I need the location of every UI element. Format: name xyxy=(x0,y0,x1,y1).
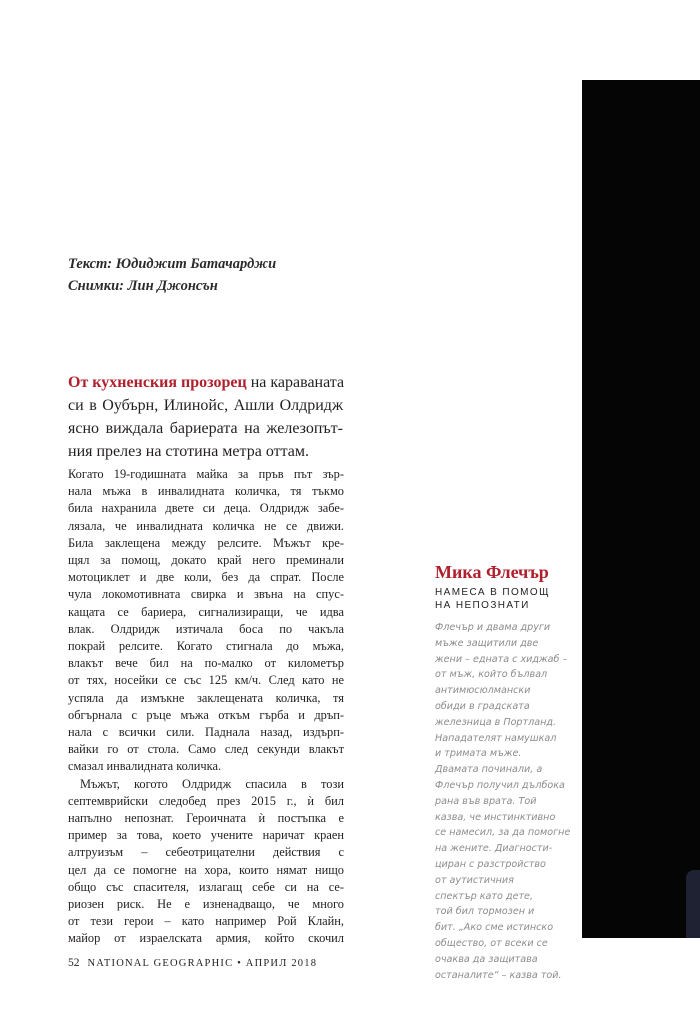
story-line: от аутистичния xyxy=(435,874,514,886)
body-line: вайки го от стола. Само след секунди влакът xyxy=(68,742,344,757)
story-line: на жените. Диагности- xyxy=(435,843,553,855)
story-line: Двамата починали, а xyxy=(435,764,543,776)
story-line: той бил тормозен и xyxy=(435,906,535,918)
lead-paragraph xyxy=(68,371,343,463)
body-line: септемврийски следобед през 2015 г., ѝ бил xyxy=(68,793,344,808)
body-line: била нахранила двете си деца. Олдридж забе- xyxy=(68,501,344,516)
body-line: Когато 19-годишната майка за пръв път зър- xyxy=(68,467,344,481)
body-line: нала с всички сили. Паднала назад, издърп- xyxy=(68,725,344,740)
tagline-line: НАМЕСА В ПОМОЩ xyxy=(435,587,550,598)
body-line: алтруизъм – себеотрицателни действия с xyxy=(68,845,344,860)
body-line: успяла да измъкне заклещената количка, тя xyxy=(68,690,344,705)
body-line: Била заклещена между релсите. Мъжът кре- xyxy=(68,535,344,550)
publication-line: NATIONAL GEOGRAPHIC • АПРИЛ 2018 xyxy=(87,958,318,969)
body-line: покрай релсите. Когато стигнала до мъжа, xyxy=(68,639,344,654)
story-line: рана във врата. Той xyxy=(435,795,537,807)
body-line: смазал инвалидната количка. xyxy=(68,759,222,774)
story-line: и тримата мъже. xyxy=(435,748,522,760)
story-line: се намесил, за да помогне xyxy=(435,827,571,839)
lead-line: ния прелез на стотина метра оттам. xyxy=(68,443,310,460)
body-line: влак. Олдридж изтичала боса по чакъла xyxy=(68,621,344,636)
story-line: от мъж, който бълвал xyxy=(435,669,548,681)
body-line: цел да се помогне на хора, които нямат нищо xyxy=(68,862,344,877)
body-line: чула локомотивната свирка и звъна на спус- xyxy=(68,587,344,602)
article-body xyxy=(68,466,344,948)
story-line: казва, че инстинктивно xyxy=(435,811,556,823)
body-line: Мъжът, когото Олдридж спасила в този xyxy=(80,776,344,791)
profile-tagline xyxy=(435,586,565,612)
page-footer xyxy=(68,957,317,969)
body-line: от тях, носейки се със 125 км/ч. След като не xyxy=(68,673,344,688)
story-line: Флечър и двама други xyxy=(435,622,551,633)
body-line: риозен риск. Не е изненадващо, че много xyxy=(68,897,344,912)
body-line: нала мъжа в инвалидната количка, тя тъкмо xyxy=(68,484,344,499)
story-line: очаква да защитава xyxy=(435,953,538,965)
page-number: 52 xyxy=(68,957,80,969)
photo-shoulder-shape xyxy=(686,870,700,938)
body-line: майор от израелската армия, който скочил xyxy=(68,931,344,946)
story-line: останалите“ – казва той. xyxy=(435,969,562,981)
story-line: спектър като дете, xyxy=(435,890,534,902)
tagline-line: НА НЕПОЗНАТИ xyxy=(435,600,530,611)
photo-credit: Снимки: Лин Джонсън xyxy=(68,278,218,294)
body-line: щял за помощ, докато край него преминали xyxy=(68,553,344,568)
lead-highlight: От кухненския прозорец xyxy=(68,374,247,391)
story-line: Нападателят намушкал xyxy=(435,732,557,744)
lead-line: на караваната xyxy=(246,374,345,391)
story-line: мъже защитили две xyxy=(435,637,539,649)
story-line: обиди в градската xyxy=(435,700,530,712)
body-line: от тези герои – като например Рой Клайн, xyxy=(68,914,344,929)
portrait-photo xyxy=(582,80,700,938)
profile-name: Мика Флечър xyxy=(435,562,549,582)
story-line: общество, от всеки се xyxy=(435,937,548,949)
credits xyxy=(68,253,276,297)
profile-story xyxy=(435,620,571,983)
text-credit: Текст: Юдиджит Батачарджи xyxy=(68,256,277,272)
body-line: обгърнала с ръце мъжа откъм гърба и дръп- xyxy=(68,707,344,722)
story-line: Флечър получил дълбока xyxy=(435,779,565,791)
story-line: жени – едната с хиджаб – xyxy=(435,653,568,665)
story-line: бит. „Ако сме истинско xyxy=(435,922,554,934)
profile-sidebar xyxy=(435,560,571,983)
story-line: антимюсюлмански xyxy=(435,685,531,697)
body-line: напълно непознат. Героичната ѝ постъпка е xyxy=(68,811,344,826)
body-line: влакът вече бил на по-малко от километър xyxy=(68,656,344,671)
story-line: циран с разстройство xyxy=(435,858,546,870)
body-line: общо със спасителя, излагащ себе си на се- xyxy=(68,879,344,894)
body-line: мотоциклет и две коли, без да спрат. После xyxy=(68,570,344,585)
lead-line: ясно виждала бариерата на железопът- xyxy=(68,420,343,437)
body-line: кащата се бариера, сигнализиращи, че идва xyxy=(68,604,344,619)
body-line: лязала, че инвалидната количка не се движи. xyxy=(68,518,344,533)
lead-line: си в Оубърн, Илинойс, Ашли Олдридж xyxy=(68,397,343,414)
story-line: железница в Портланд. xyxy=(435,716,557,728)
body-line: пример за това, което учените наричат краен xyxy=(68,828,344,843)
